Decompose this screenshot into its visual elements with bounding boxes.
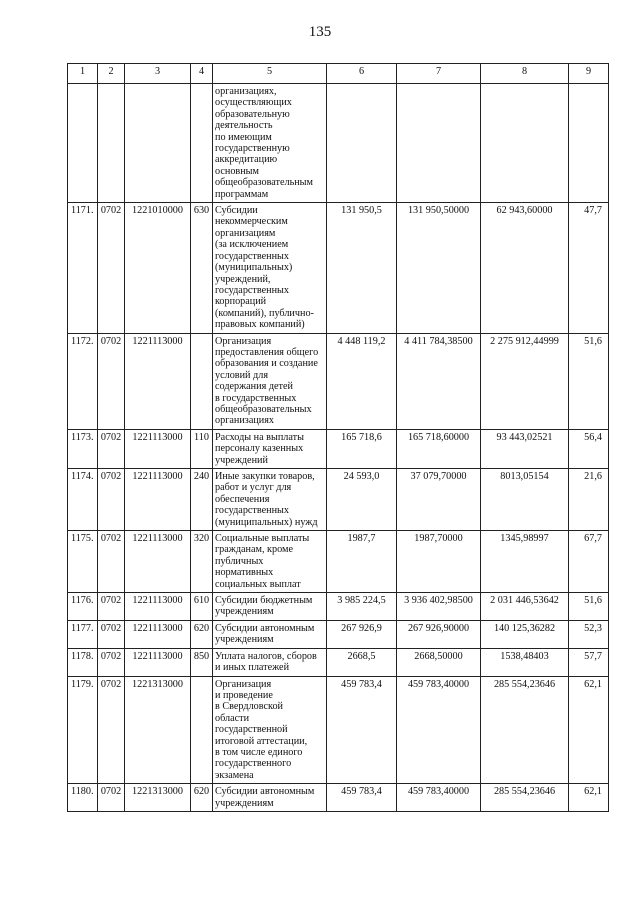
item-name-line: Уплата налогов, сборов xyxy=(215,650,317,662)
item-name-line: социальных выплат xyxy=(215,578,301,590)
item-name-line: программам xyxy=(215,188,269,200)
percent-cell: 52,3 xyxy=(569,620,609,648)
section-code-cell: 0702 xyxy=(98,648,125,676)
value-col7-cell: 4 411 784,38500 xyxy=(397,333,481,429)
row-number-cell: 1173. xyxy=(68,429,98,468)
target-article-code-cell: 1221113000 xyxy=(125,593,191,621)
item-name-line: Субсидии xyxy=(215,205,258,217)
value-col6-cell: 165 718,6 xyxy=(327,429,397,468)
row-number-cell: 1176. xyxy=(68,593,98,621)
item-name-line: Социальные выплаты xyxy=(215,533,310,545)
row-number-cell: 1171. xyxy=(68,203,98,333)
header-cell: 5 xyxy=(213,64,327,84)
table-row xyxy=(68,784,609,812)
item-name-line: общеобразовательным xyxy=(215,177,313,189)
percent-cell: 51,6 xyxy=(569,593,609,621)
header-cell: 1 xyxy=(68,64,98,84)
table-row xyxy=(68,676,609,784)
section-code-cell: 0702 xyxy=(98,676,125,784)
expense-type-code-cell xyxy=(191,676,213,784)
item-name-line: Организация xyxy=(215,335,272,347)
section-code-cell: 0702 xyxy=(98,203,125,333)
item-name-line: работ и услуг для xyxy=(215,482,292,494)
row-number-cell xyxy=(68,84,98,203)
section-code-cell: 0702 xyxy=(98,593,125,621)
item-name-line: в том числе единого xyxy=(215,746,303,758)
item-name-line: организациям xyxy=(215,227,276,239)
page-number: 135 xyxy=(308,24,332,40)
item-name-line: (муниципальных) нужд xyxy=(215,516,318,528)
percent-cell: 56,4 xyxy=(569,429,609,468)
table-row xyxy=(68,531,609,593)
item-name-line: экзамена xyxy=(215,769,254,781)
table-row xyxy=(68,203,609,333)
value-col8-cell: 140 125,36282 xyxy=(481,620,569,648)
table-row xyxy=(68,593,609,621)
item-name-line: общеобразовательных xyxy=(215,403,312,415)
percent-cell: 47,7 xyxy=(569,203,609,333)
percent-cell xyxy=(569,84,609,203)
percent-cell: 57,7 xyxy=(569,648,609,676)
value-col6-cell: 24 593,0 xyxy=(327,469,397,531)
header-cell: 8 xyxy=(481,64,569,84)
item-name-line: содержания детей xyxy=(215,381,293,393)
item-name-line: обеспечения xyxy=(215,493,270,505)
item-name-line: осуществляющих xyxy=(215,97,292,109)
value-col8-cell: 1538,48403 xyxy=(481,648,569,676)
value-col6-cell xyxy=(327,84,397,203)
item-name-line: Субсидии автономным xyxy=(215,786,315,798)
section-code-cell: 0702 xyxy=(98,531,125,593)
expense-type-code-cell xyxy=(191,84,213,203)
value-col7-cell: 165 718,60000 xyxy=(397,429,481,468)
value-col6-cell: 459 783,4 xyxy=(327,676,397,784)
item-name-line: учреждениям xyxy=(215,606,274,618)
item-name-line: гражданам, кроме xyxy=(215,544,293,556)
value-col8-cell: 2 275 912,44999 xyxy=(481,333,569,429)
item-name-cell xyxy=(213,429,327,468)
target-article-code-cell: 1221113000 xyxy=(125,469,191,531)
target-article-code-cell: 1221313000 xyxy=(125,676,191,784)
row-number-cell: 1172. xyxy=(68,333,98,429)
expense-type-code-cell: 620 xyxy=(191,620,213,648)
item-name-cell xyxy=(213,593,327,621)
item-name-line: по имеющим xyxy=(215,131,272,143)
section-code-cell: 0702 xyxy=(98,784,125,812)
value-col7-cell: 37 079,70000 xyxy=(397,469,481,531)
percent-cell: 51,6 xyxy=(569,333,609,429)
target-article-code-cell: 1221010000 xyxy=(125,203,191,333)
value-col8-cell: 1345,98997 xyxy=(481,531,569,593)
item-name-line: Субсидии бюджетным xyxy=(215,595,313,607)
percent-cell: 62,1 xyxy=(569,676,609,784)
item-name-line: итоговой аттестации, xyxy=(215,735,308,747)
value-col6-cell: 267 926,9 xyxy=(327,620,397,648)
value-col6-cell: 3 985 224,5 xyxy=(327,593,397,621)
item-name-line: некоммерческим xyxy=(215,216,288,228)
percent-cell: 21,6 xyxy=(569,469,609,531)
header-cell: 9 xyxy=(569,64,609,84)
header-cell: 2 xyxy=(98,64,125,84)
item-name-line: учреждениям xyxy=(215,797,274,809)
value-col7-cell: 459 783,40000 xyxy=(397,676,481,784)
item-name-line: в Свердловской xyxy=(215,701,283,713)
item-name-line: организациях xyxy=(215,415,275,427)
table-row xyxy=(68,648,609,676)
value-col8-cell: 93 443,02521 xyxy=(481,429,569,468)
percent-cell: 67,7 xyxy=(569,531,609,593)
item-name-line: (за исключением xyxy=(215,239,289,251)
item-name-line: образовательную xyxy=(215,108,290,120)
item-name-line: (муниципальных) xyxy=(215,262,293,274)
item-name-cell xyxy=(213,784,327,812)
value-col7-cell: 131 950,50000 xyxy=(397,203,481,333)
item-name-cell xyxy=(213,469,327,531)
section-code-cell: 0702 xyxy=(98,620,125,648)
item-name-line: Организация xyxy=(215,678,272,690)
target-article-code-cell: 1221113000 xyxy=(125,531,191,593)
item-name-line: государственного xyxy=(215,758,292,770)
item-name-cell xyxy=(213,648,327,676)
target-article-code-cell: 1221113000 xyxy=(125,333,191,429)
item-name-cell xyxy=(213,84,327,203)
value-col7-cell: 267 926,90000 xyxy=(397,620,481,648)
item-name-line: деятельность xyxy=(215,120,273,132)
item-name-line: и иных платежей xyxy=(215,662,290,674)
row-number-cell: 1174. xyxy=(68,469,98,531)
expense-type-code-cell: 110 xyxy=(191,429,213,468)
row-number-cell: 1180. xyxy=(68,784,98,812)
item-name-line: Субсидии автономным xyxy=(215,622,315,634)
table-row xyxy=(68,620,609,648)
table-row xyxy=(68,333,609,429)
value-col6-cell: 2668,5 xyxy=(327,648,397,676)
table-row xyxy=(68,469,609,531)
section-code-cell: 0702 xyxy=(98,333,125,429)
expense-type-code-cell: 630 xyxy=(191,203,213,333)
expense-type-code-cell xyxy=(191,333,213,429)
item-name-line: основным xyxy=(215,165,259,177)
item-name-line: корпораций xyxy=(215,296,267,308)
expense-type-code-cell: 850 xyxy=(191,648,213,676)
row-number-cell: 1175. xyxy=(68,531,98,593)
value-col6-cell: 1987,7 xyxy=(327,531,397,593)
target-article-code-cell: 1221113000 xyxy=(125,648,191,676)
item-name-line: нормативных xyxy=(215,567,274,579)
value-col7-cell: 459 783,40000 xyxy=(397,784,481,812)
item-name-line: государственных xyxy=(215,250,289,262)
item-name-cell xyxy=(213,203,327,333)
item-name-line: публичных xyxy=(215,555,264,567)
section-code-cell xyxy=(98,84,125,203)
target-article-code-cell: 1221113000 xyxy=(125,620,191,648)
item-name-line: персоналу казенных xyxy=(215,443,304,455)
item-name-line: Расходы на выплаты xyxy=(215,431,304,443)
item-name-line: правовых компаний) xyxy=(215,319,305,331)
item-name-line: Иные закупки товаров, xyxy=(215,471,315,482)
table-row xyxy=(68,84,609,203)
section-code-cell: 0702 xyxy=(98,429,125,468)
value-col7-cell: 1987,70000 xyxy=(397,531,481,593)
item-name-line: и проведение xyxy=(215,689,273,701)
item-name-line: учреждениям xyxy=(215,634,274,646)
item-name-line: предоставления общего xyxy=(215,346,319,358)
item-name-line: учреждений xyxy=(215,454,268,466)
item-name-cell xyxy=(213,676,327,784)
row-number-cell: 1177. xyxy=(68,620,98,648)
item-name-line: государственных xyxy=(215,284,289,296)
item-name-line: учреждений, xyxy=(215,273,271,285)
header-cell: 3 xyxy=(125,64,191,84)
row-number-cell: 1178. xyxy=(68,648,98,676)
percent-cell: 62,1 xyxy=(569,784,609,812)
value-col6-cell: 131 950,5 xyxy=(327,203,397,333)
value-col8-cell: 8013,05154 xyxy=(481,469,569,531)
value-col6-cell: 4 448 119,2 xyxy=(327,333,397,429)
item-name-line: государственной xyxy=(215,724,288,736)
header-cell: 6 xyxy=(327,64,397,84)
item-name-line: в государственных xyxy=(215,392,297,404)
value-col8-cell xyxy=(481,84,569,203)
item-name-line: государственную xyxy=(215,143,290,155)
value-col7-cell: 2668,50000 xyxy=(397,648,481,676)
expense-type-code-cell: 610 xyxy=(191,593,213,621)
header-cell: 4 xyxy=(191,64,213,84)
row-number-cell: 1179. xyxy=(68,676,98,784)
value-col8-cell: 2 031 446,53642 xyxy=(481,593,569,621)
item-name-line: аккредитацию xyxy=(215,154,278,166)
item-name-line: организациях, xyxy=(215,86,277,97)
header-cell: 7 xyxy=(397,64,481,84)
item-name-line: государственных xyxy=(215,505,289,517)
table-body xyxy=(68,84,609,812)
expense-type-code-cell: 240 xyxy=(191,469,213,531)
section-code-cell: 0702 xyxy=(98,469,125,531)
value-col7-cell: 3 936 402,98500 xyxy=(397,593,481,621)
target-article-code-cell xyxy=(125,84,191,203)
value-col7-cell xyxy=(397,84,481,203)
value-col8-cell: 62 943,60000 xyxy=(481,203,569,333)
budget-table xyxy=(67,63,609,812)
item-name-cell xyxy=(213,333,327,429)
table-row xyxy=(68,429,609,468)
item-name-line: образования и создание xyxy=(215,358,318,370)
header-row xyxy=(68,64,609,84)
item-name-line: условий для xyxy=(215,369,269,381)
expense-type-code-cell: 320 xyxy=(191,531,213,593)
target-article-code-cell: 1221113000 xyxy=(125,429,191,468)
item-name-line: области xyxy=(215,712,250,724)
item-name-line: (компаний), публично- xyxy=(215,307,314,319)
item-name-cell xyxy=(213,620,327,648)
target-article-code-cell: 1221313000 xyxy=(125,784,191,812)
value-col8-cell: 285 554,23646 xyxy=(481,784,569,812)
expense-type-code-cell: 620 xyxy=(191,784,213,812)
item-name-cell xyxy=(213,531,327,593)
value-col8-cell: 285 554,23646 xyxy=(481,676,569,784)
value-col6-cell: 459 783,4 xyxy=(327,784,397,812)
